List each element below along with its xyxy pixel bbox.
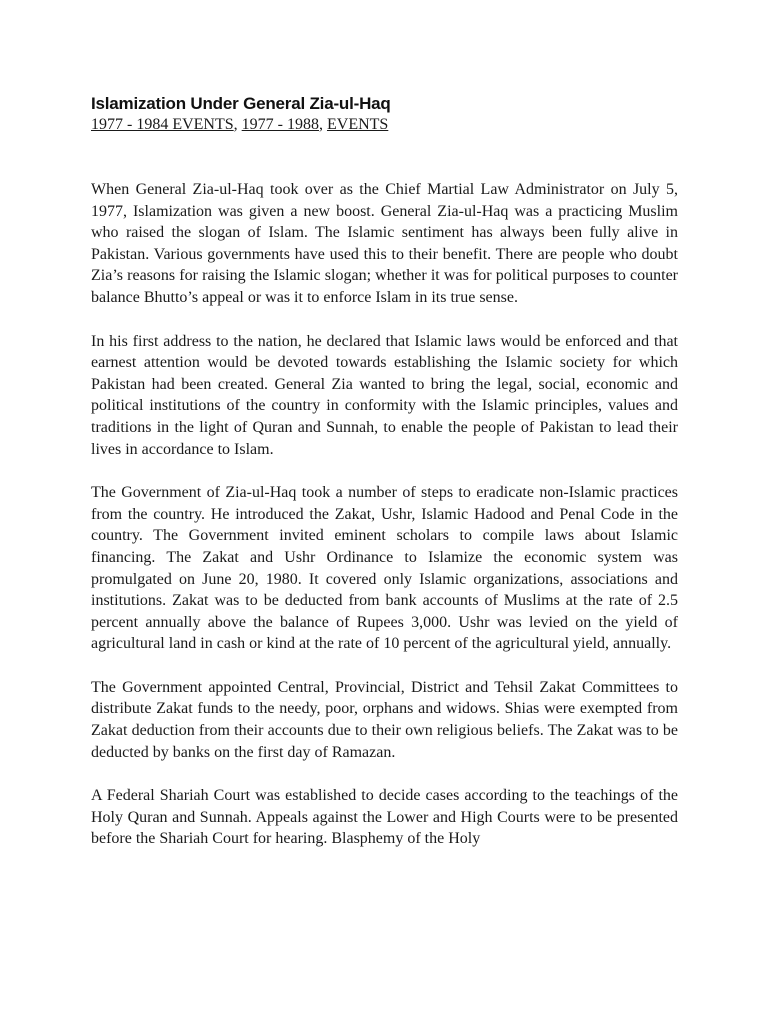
paragraph: A Federal Shariah Court was established to decide cases according to the teachings of the Holy Quran and Sunnah. Appeals against the Lower and High Courts were to be presented before the Shariah Court for hearing. Blasphemy of the Holy — [91, 787, 678, 848]
link-separator: , — [233, 116, 242, 133]
link-separator: , — [318, 116, 327, 133]
paragraph: In his first address to the nation, he declared that Islamic laws would be enforced and that earnest attention would be devoted towards establishing the Islamic society for which Pakistan had been created. General Zia wanted to bring the legal, social, economic and political institutions of the country in conformity with the Islamic principles, values and traditions in the light of Quran and Sunnah, to enable the people of Pakistan to lead their lives in accordance to Islam. — [91, 332, 678, 458]
paragraph: When General Zia-ul-Haq took over as the Chief Martial Law Administrator on July 5, 1977, Islamization was given a new boost. General Zia-ul-Haq was a practicing Muslim who raised the slogan of Islam. The Islamic sentiment has always been fully alive in Pakistan. Various governments have used this to their benefit. There are people who doubt Zia’s reasons for raising the Islamic slogan; whether it was for political purposes to counter balance Bhutto’s appeal or was it to enforce Islam in its true sense. — [91, 181, 678, 306]
link-1977-1984-events[interactable]: 1977 - 1984 EVENTS — [91, 116, 234, 133]
topic-links — [91, 115, 678, 135]
link-1977-1988[interactable]: 1977 - 1988 — [241, 116, 319, 133]
paragraph: The Government of Zia-ul-Haq took a number of steps to eradicate non-Islamic practices from the country. He introduced the Zakat, Ushr, Islamic Hadood and Penal Code in the country. The Government invited eminent scholars to compile laws about Islamic financing. The Zakat and Ushr Ordinance to Islamize the economic system was promulgated on June 20, 1980. It covered only Islamic organizations, associations and institutions. Zakat was to be deducted from bank accounts of Muslims at the rate of 2.5 percent annually above the balance of Rupees 3,000. Ushr was levied on the yield of agricultural land in cash or kind at the rate of 10 percent of the agricultural yield, annually. — [91, 484, 678, 653]
link-events[interactable]: EVENTS — [326, 116, 389, 133]
document-title: Islamization Under General Zia-ul-Haq — [91, 94, 391, 113]
paragraph: The Government appointed Central, Provincial, District and Tehsil Zakat Committees to distribute Zakat funds to the needy, poor, orphans and widows. Shias were exempted from Zakat deduction from their accounts due to their own religious beliefs. The Zakat was to be deducted by banks on the first day of Ramazan. — [91, 678, 678, 761]
document-body — [91, 179, 678, 850]
document-page — [91, 93, 678, 872]
